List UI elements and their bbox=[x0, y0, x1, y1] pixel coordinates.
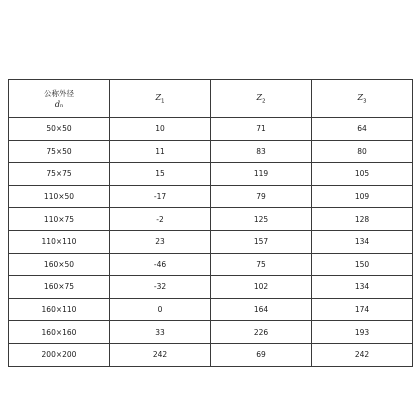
cell-z2: 79 bbox=[211, 185, 312, 208]
header-z2-subscript: 2 bbox=[262, 98, 266, 105]
cell-z1: 10 bbox=[110, 118, 211, 141]
cell-z1: -2 bbox=[110, 208, 211, 231]
cell-z1: 11 bbox=[110, 140, 211, 163]
table-row bbox=[9, 185, 413, 208]
cell-z2: 164 bbox=[211, 298, 312, 321]
cell-z3: 174 bbox=[312, 298, 413, 321]
cell-z2: 71 bbox=[211, 118, 312, 141]
cell-z2: 75 bbox=[211, 253, 312, 276]
cell-z2: 69 bbox=[211, 343, 312, 366]
header-z2 bbox=[211, 80, 312, 118]
cell-z2: 125 bbox=[211, 208, 312, 231]
table-row bbox=[9, 298, 413, 321]
cell-z3: 105 bbox=[312, 163, 413, 186]
header-nominal-diameter bbox=[9, 80, 110, 118]
cell-z1: -46 bbox=[110, 253, 211, 276]
table-row bbox=[9, 163, 413, 186]
cell-size: 110×50 bbox=[9, 185, 110, 208]
cell-z2: 119 bbox=[211, 163, 312, 186]
cell-size: 160×110 bbox=[9, 298, 110, 321]
cell-z2: 102 bbox=[211, 276, 312, 299]
cell-size: 75×50 bbox=[9, 140, 110, 163]
cell-size: 200×200 bbox=[9, 343, 110, 366]
cell-z3: 134 bbox=[312, 276, 413, 299]
header-z3 bbox=[312, 80, 413, 118]
header-z2-symbol: Z bbox=[256, 92, 263, 102]
header-z1-symbol: Z bbox=[155, 92, 162, 102]
table-row bbox=[9, 118, 413, 141]
cell-z1: 23 bbox=[110, 230, 211, 253]
cell-size: 110×75 bbox=[9, 208, 110, 231]
table-row bbox=[9, 230, 413, 253]
cell-z2: 83 bbox=[211, 140, 312, 163]
cell-size: 110×110 bbox=[9, 230, 110, 253]
cell-z3: 109 bbox=[312, 185, 413, 208]
cell-z3: 64 bbox=[312, 118, 413, 141]
cell-z1: 15 bbox=[110, 163, 211, 186]
cell-z1: -32 bbox=[110, 276, 211, 299]
table-row bbox=[9, 140, 413, 163]
cell-size: 50×50 bbox=[9, 118, 110, 141]
header-z1 bbox=[110, 80, 211, 118]
cell-z3: 80 bbox=[312, 140, 413, 163]
cell-z3: 150 bbox=[312, 253, 413, 276]
cell-z1: 33 bbox=[110, 321, 211, 344]
cell-size: 75×75 bbox=[9, 163, 110, 186]
table-row bbox=[9, 276, 413, 299]
table-header bbox=[9, 80, 413, 118]
table-row bbox=[9, 208, 413, 231]
cell-z1: 242 bbox=[110, 343, 211, 366]
header-nominal-diameter-symbol: dₙ bbox=[54, 99, 64, 109]
header-z3-symbol: Z bbox=[357, 92, 364, 102]
cell-size: 160×75 bbox=[9, 276, 110, 299]
header-row bbox=[9, 80, 413, 118]
table-row bbox=[9, 253, 413, 276]
cell-z3: 193 bbox=[312, 321, 413, 344]
table-row bbox=[9, 321, 413, 344]
cell-z1: -17 bbox=[110, 185, 211, 208]
header-z3-subscript: 3 bbox=[363, 98, 367, 105]
dimension-table bbox=[8, 79, 413, 367]
cell-size: 160×160 bbox=[9, 321, 110, 344]
header-z1-subscript: 1 bbox=[161, 98, 165, 105]
table-body bbox=[9, 118, 413, 367]
cell-z2: 226 bbox=[211, 321, 312, 344]
cell-z3: 134 bbox=[312, 230, 413, 253]
cell-size: 160×50 bbox=[9, 253, 110, 276]
cell-z3: 242 bbox=[312, 343, 413, 366]
cell-z1: 0 bbox=[110, 298, 211, 321]
header-nominal-diameter-label: 公称外径 bbox=[44, 88, 74, 98]
cell-z2: 157 bbox=[211, 230, 312, 253]
cell-z3: 128 bbox=[312, 208, 413, 231]
table-row bbox=[9, 343, 413, 366]
